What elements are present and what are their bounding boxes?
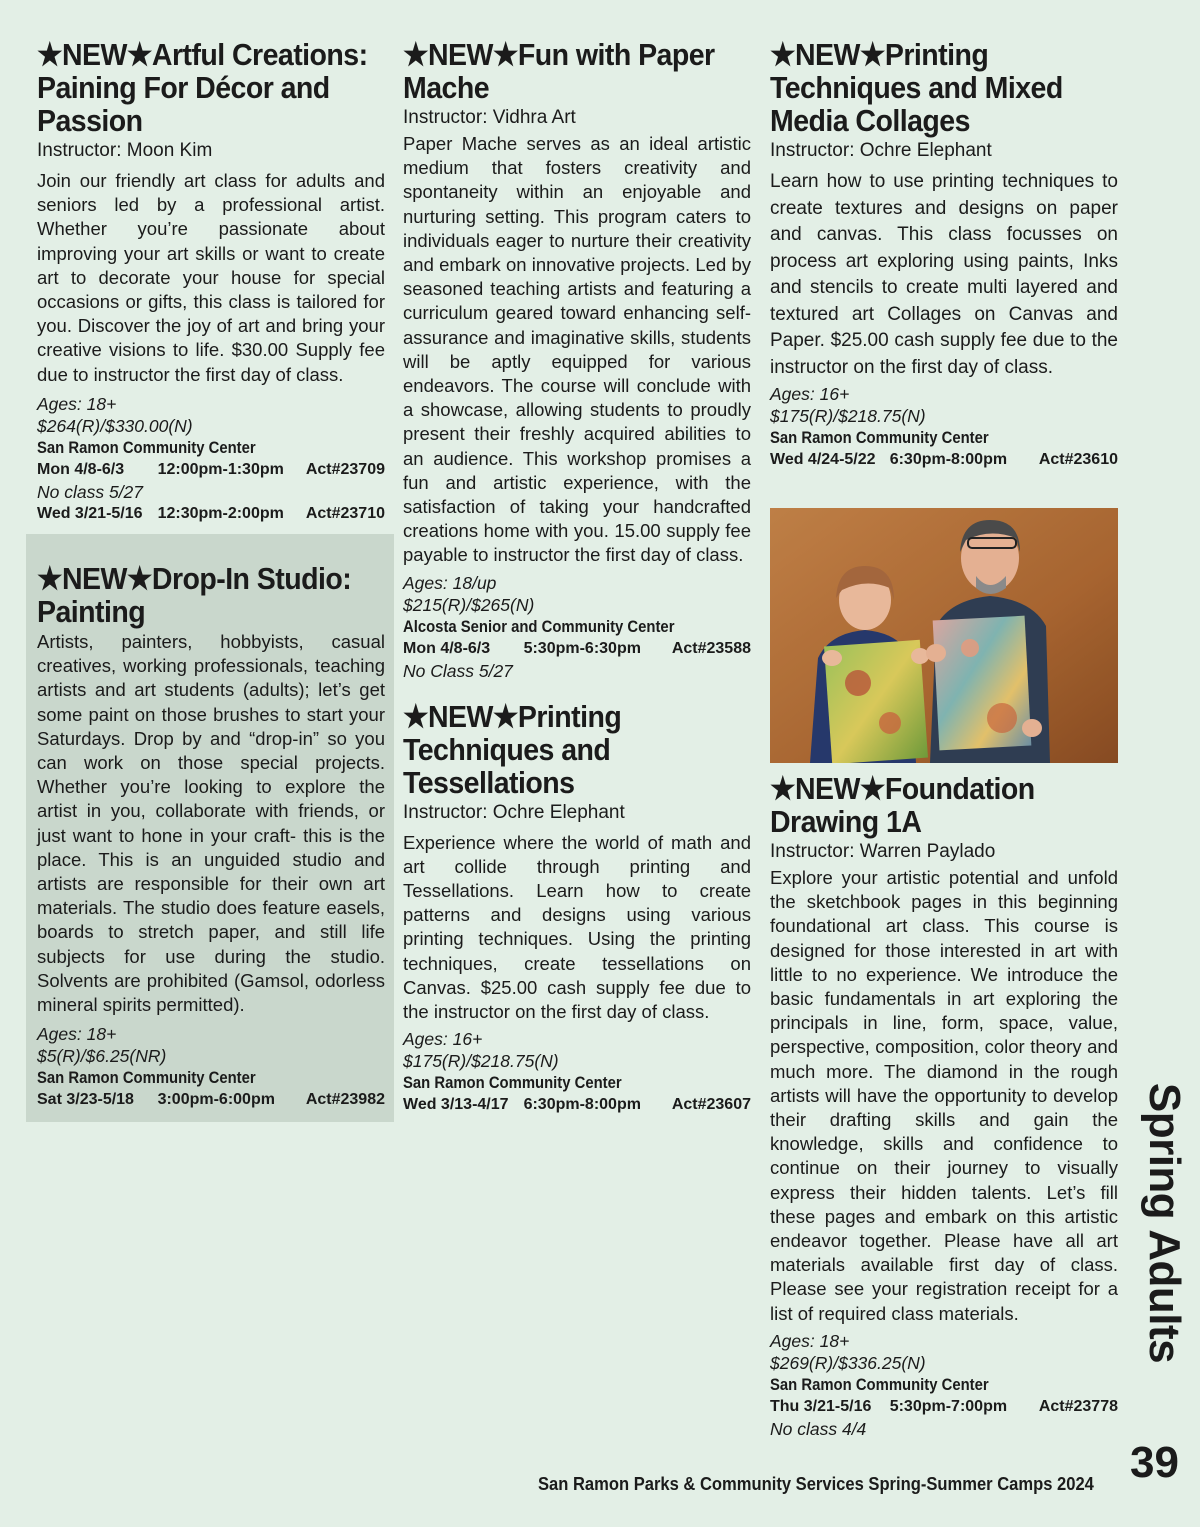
schedule-row	[403, 1094, 751, 1116]
schedule-row	[770, 449, 1118, 471]
column-2	[403, 38, 751, 1116]
class-drop-in-studio	[37, 562, 385, 1111]
activity-number: Act#23710	[305, 504, 385, 522]
schedule-dates: Thu 3/21-5/16	[770, 1397, 872, 1415]
column-3	[770, 38, 1118, 471]
class-instructor: Instructor: Vidhra Art	[403, 107, 576, 128]
schedule-note: No Class 5/27	[403, 660, 513, 681]
page-number: 39	[1130, 1438, 1179, 1487]
class-artful-creations	[37, 38, 385, 525]
activity-number: Act#23709	[305, 460, 385, 478]
schedule-note: No class 4/4	[770, 1418, 867, 1439]
page-footer: San Ramon Parks & Community Services Spring-Summer Camps 2024	[538, 1474, 1094, 1494]
schedule-time: 6:30pm-8:00pm	[889, 451, 1008, 468]
class-instructor: Instructor: Ochre Elephant	[770, 140, 992, 161]
class-location: San Ramon Community Center	[770, 429, 989, 447]
class-title: ★NEW★Printing Techniques and Mixed Media Collages	[770, 37, 1063, 138]
class-title: ★NEW★Fun with Paper Mache	[403, 37, 715, 105]
class-price: $5(R)/$6.25(NR)	[37, 1046, 167, 1067]
class-title: ★NEW★Foundation Drawing 1A	[770, 771, 1035, 839]
schedule-dates: Mon 4/8-6/3	[403, 639, 491, 657]
class-ages: Ages: 16+	[770, 384, 850, 404]
section-label: Spring Adults	[1140, 1082, 1189, 1364]
class-price: $175(R)/$218.75(N)	[403, 1051, 559, 1072]
schedule-time: 6:30pm-8:00pm	[523, 1096, 641, 1114]
schedule-row	[37, 1089, 385, 1111]
class-description: Experience where the world of math and art collide through printing and Tessellations. Learn how to create patterns and designs using various printing techniques. Using the printing techniques, create tessellations on Canvas. $25.00 cash supply fee due to the instructor on the first day of class.	[403, 831, 751, 1023]
class-price: $264(R)/$330.00(N)	[37, 415, 193, 436]
activity-number: Act#23588	[671, 639, 751, 657]
class-title: ★NEW★Drop-In Studio: Painting	[37, 561, 352, 629]
class-title: ★NEW★Artful Creations: Paining For Décor and Passion	[37, 37, 368, 138]
schedule-dates: Mon 4/8-6/3	[37, 460, 125, 478]
class-description: Learn how to use printing techniques to create textures and designs on paper and canvas. This class focusses on process art exploring using paints, Inks and stencils to create multi layered and textured art Collages on Canvas and Paper. $25.00 cash supply fee due to the instructor on the first day of class.	[770, 171, 1118, 378]
activity-number: Act#23607	[671, 1096, 751, 1114]
class-price: $269(R)/$336.25(N)	[770, 1352, 926, 1373]
class-location: San Ramon Community Center	[770, 1375, 989, 1394]
section-tab	[1136, 1068, 1192, 1378]
class-instructor: Instructor: Ochre Elephant	[403, 801, 625, 823]
class-location: Alcosta Senior and Community Center	[403, 617, 675, 636]
class-location: San Ramon Community Center	[37, 1069, 256, 1088]
schedule-dates: Sat 3/23-5/18	[37, 1091, 134, 1109]
schedule-time: 3:00pm-6:00pm	[157, 1091, 275, 1109]
class-price: $215(R)/$265(N)	[403, 594, 535, 615]
activity-number: Act#23778	[1038, 1397, 1118, 1415]
class-description: Join our friendly art class for adults and seniors led by a professional artist. Whether you’re passionate about improving your art skills or want to create art to decorate your house for special occasions or gifts, this class is tailored for you. Discover the joy of art and bring your creative visions to life. $30.00 Supply fee due to instructor the first day of class.	[37, 170, 385, 385]
schedule-time: 12:30pm-2:00pm	[157, 504, 284, 522]
class-instructor: Instructor: Moon Kim	[37, 140, 213, 161]
schedule-time: 5:30pm-6:30pm	[523, 639, 641, 657]
class-ages: Ages: 18/up	[403, 572, 497, 593]
class-ages: Ages: 18+	[37, 1024, 117, 1045]
class-description: Explore your artistic potential and unfold the sketchbook pages in this beginning foundational art class. This course is designed for those interested in art with little to no experience. We introduce the basic fundamentals in art exploring the principals in line, form, space, value, perspective, composition, color theory and much more. The diamond in the rough artists will have the opportunity to develop their drafting skills and gain the knowledge, skills and confidence to continue on their journey to visually express their hidden talents. Let’s fill these pages and embark on this artistic endeavor together. Please have all art materials available first day of class. Please see your registration receipt for a list of required class materials.	[770, 867, 1118, 1324]
schedule-row	[37, 459, 385, 481]
schedule-dates: Wed 4/24-5/22	[770, 451, 876, 468]
class-ages: Ages: 18+	[770, 1330, 850, 1351]
class-title: ★NEW★Printing Techniques and Tessellations	[403, 698, 622, 800]
activity-number: Act#23982	[305, 1091, 385, 1109]
schedule-dates: Wed 3/13-4/17	[403, 1096, 509, 1114]
class-paper-mache	[403, 38, 751, 682]
class-instructor: Instructor: Warren Paylado	[770, 841, 996, 862]
class-location: San Ramon Community Center	[37, 438, 256, 457]
class-printing-tessellations	[403, 700, 751, 1117]
class-photo	[770, 508, 1118, 763]
class-description: Artists, painters, hobbyists, casual creatives, working professionals, teaching artists and art students (adults); let’s get some paint on those brushes to start your Saturdays. Drop by and “drop-in” so you can work on those special projects. Whether you’re looking to explore the artist in you, collaborate with friends, or just want to hone in your craft- this is the place. This is an unguided studio and artists are responsible for their own art materials. The studio does feature easels, boards to stretch paper, and still life subjects for use during the studio. Solvents are prohibited (Gamsol, odorless mineral spirits permitted).	[37, 631, 385, 1016]
class-location: San Ramon Community Center	[403, 1074, 622, 1093]
class-description: Paper Mache serves as an ideal artistic medium that fosters creativity and spontaneity within an enjoyable and nurturing setting. This program caters to individuals eager to nurture their creativity and embark on innovative projects. Led by seasoned teaching artists and featuring a curriculum geared toward enhancing self-assurance and imaginative skills, students will be aptly equipped for various endeavors. The course will conclude with a showcase, allowing students to proudly present their freshly acquired abilities to an audience. This workshop promises a fun and artistic experience, with the satisfaction of taking your handcrafted creations home with you. 15.00 supply fee payable to instructor the first day of class.	[403, 133, 751, 566]
schedule-time: 12:00pm-1:30pm	[157, 460, 284, 478]
schedule-row	[37, 503, 385, 525]
class-ages: Ages: 18+	[37, 393, 117, 414]
schedule-note: No class 5/27	[37, 481, 144, 502]
column-1	[37, 38, 385, 525]
schedule-dates: Wed 3/21-5/16	[37, 504, 143, 522]
schedule-time: 5:30pm-7:00pm	[889, 1397, 1008, 1415]
class-price: $175(R)/$218.75(N)	[770, 406, 926, 426]
schedule-row	[770, 1396, 1118, 1418]
schedule-row	[403, 638, 751, 660]
class-ages: Ages: 16+	[403, 1029, 483, 1050]
class-printing-collages	[770, 38, 1118, 471]
class-foundation-drawing	[770, 772, 1118, 1440]
activity-number: Act#23610	[1038, 451, 1118, 468]
